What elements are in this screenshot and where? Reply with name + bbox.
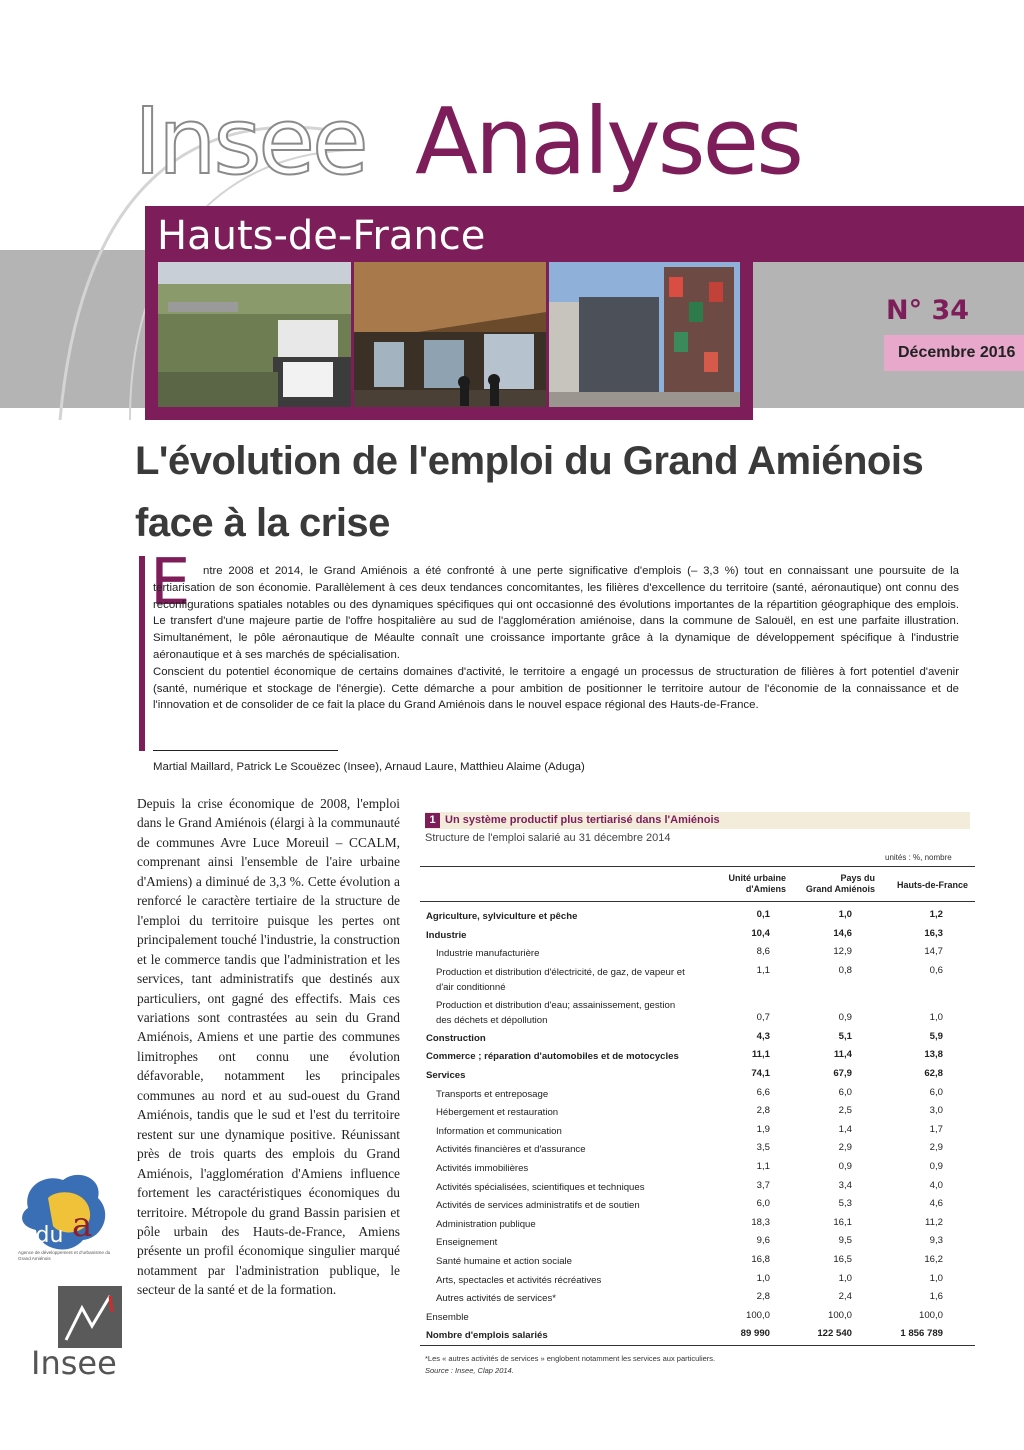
table-source: Source : Insee, Clap 2014. bbox=[425, 1366, 514, 1375]
article-title bbox=[135, 430, 995, 554]
table-row: Administration publique 18,3 16,1 11,2 bbox=[436, 1216, 943, 1230]
table-row: Activités de services administratifs et de soutien 6,0 5,3 4,6 bbox=[436, 1198, 943, 1212]
table-header-rule bbox=[420, 901, 975, 902]
issue-number: N° 34 bbox=[886, 295, 970, 326]
date-strip bbox=[884, 335, 1024, 371]
column-header-pays-grand-amienois: Pays du Grand Amiénois bbox=[805, 873, 875, 894]
table-row: Services 74,1 67,9 62,8 bbox=[426, 1067, 943, 1081]
table-row-employees: Nombre d'emplois salariés 89 990 122 540 1 856 789 bbox=[426, 1328, 943, 1342]
article-title-line-2: face à la crise bbox=[135, 501, 390, 545]
table-row: Autres activités de services* 2,8 2,4 1,6 bbox=[436, 1291, 943, 1305]
intro-underline bbox=[153, 750, 338, 751]
table-row: Production et distribution d'eau; assainissement, gestion des déchets et dépollution 0,7 0,9 1,0 bbox=[436, 999, 943, 1026]
issue-date: Décembre 2016 bbox=[898, 344, 1016, 361]
article-body: Depuis la crise économique de 2008, l'emploi dans le Grand Amiénois (élargi à la communauté de communes Avre Luce Moreuil – CCALM, comprenant ainsi l'ensemble de l'aire urbaine d'Amiens) a diminué de 3,3 %. Cette évolution a renforcé le caractère tertiaire de la structure de l'emploi du territoire puisque les pertes ont principalement touché l'industrie, la construction et le commerce tandis que l'administration et les services, tant administratifs que destinés aux particuliers, ont gagné des effectifs. Mais ces variations sont contrastées au sein du Grand Amiénois, Amiens et une partie des communes limitrophes ont connu une évolution défavorable, notamment les principales communes au nord et au sud-ouest du Grand Amiénois, tandis que le sud et l'est du territoire restent sur une dynamique positive. Réunissant près de trois quarts des emplois du Grand Amiénois, l'agglomération d'Amiens influence fortement les caractéristiques économiques du territoire. Métropole du grand Bassin parisien et pôle urbain des Hauts-de-France, Amiens présente un profil économique singulier marqué notamment par l'administration publique, le secteur de la santé et de la formation. bbox=[137, 796, 400, 1298]
region-name: Hauts-de-France bbox=[157, 213, 486, 259]
article-authors: Martial Maillard, Patrick Le Scouëzec (Insee), Arnaud Laure, Matthieu Alaime (Aduga) bbox=[153, 761, 585, 773]
table-row: Agriculture, sylviculture et pêche 0,1 1,0 1,2 bbox=[426, 909, 943, 922]
table-bottom-rule bbox=[420, 1345, 975, 1346]
table-number: 1 bbox=[425, 813, 440, 828]
table-row: Activités immobilières 1,1 0,9 0,9 bbox=[436, 1160, 943, 1174]
table-row: Enseignement 9,6 9,5 9,3 bbox=[436, 1235, 943, 1249]
intro-accent-rule bbox=[139, 556, 145, 751]
table-row: Activités financières et d'assurance 3,5 2,9 2,9 bbox=[436, 1142, 943, 1156]
table-row: Santé humaine et action sociale 16,8 16,5 16,2 bbox=[436, 1253, 943, 1267]
table-body bbox=[420, 907, 975, 1345]
table-title: Un système productif plus tertiarisé dans l'Amiénois bbox=[445, 814, 720, 826]
aduga-caption: Agence de développement et d'urbanisme du Grand Amiénois bbox=[18, 1250, 111, 1261]
column-header-uu-amiens: Unité urbaine d'Amiens bbox=[728, 873, 786, 894]
table-subtitle: Structure de l'emploi salarié au 31 décembre 2014 bbox=[425, 832, 671, 844]
table-row: Activités spécialisées, scientifiques et techniques 3,7 3,4 4,0 bbox=[436, 1179, 943, 1193]
table-units: unités : %, nombre bbox=[885, 853, 952, 862]
table-row: Industrie manufacturière 8,6 12,9 14,7 bbox=[436, 946, 943, 960]
table-row: Arts, spectacles et activités récréatives 1,0 1,0 1,0 bbox=[436, 1272, 943, 1286]
intro-paragraph-1: ntre 2008 et 2014, le Grand Amiénois a été confronté à une perte significative d'emplois (– 3,3 %) tout en connaissant une poursuite de la tertiarisation de son économie. Parallèlement à ces deux tendances concomitantes, les filières d'excellence du territoire (santé, aéronautique) ont connu des reconfigurations spatiales notables ou des dynamiques spécifiques qui ont occasionné des évolutions importantes de la répartition géographique des emplois. Le transfert d'une majeure partie de l'offre hospitalière au sud de l'agglomération amiénoise, dans la commune de Salouël, en est une parfaite illustration. Simultanément, le pôle aéronautique de Méaulte connaît une croissance importante grâce à la dynamique de développement spécifique à l'industrie aéronautique et à ses marchés de spécialisation. bbox=[153, 565, 959, 661]
table-row: Production et distribution d'électricité, de gaz, de vapeur et d'air conditionné 1,1 0,8 0,6 bbox=[436, 964, 943, 993]
table-row: Construction 4,3 5,1 5,9 bbox=[426, 1030, 943, 1044]
table-top-rule bbox=[420, 866, 975, 867]
column-header-hauts-de-france: Hauts-de-France bbox=[896, 880, 968, 890]
brand-analyses: Analyses bbox=[415, 88, 802, 195]
table-row-total: Ensemble 100,0 100,0 100,0 bbox=[426, 1309, 943, 1323]
brand-insee: Insee bbox=[134, 88, 366, 195]
table-footnote: *Les « autres activités de services » englobent notamment les services aux particuliers. bbox=[425, 1354, 716, 1363]
table-row: Hébergement et restauration 2,8 2,5 3,0 bbox=[436, 1105, 943, 1119]
intro-dropcap: E bbox=[150, 546, 191, 620]
table-row: Information et communication 1,9 1,4 1,7 bbox=[436, 1123, 943, 1137]
table-row: Commerce ; réparation d'automobiles et de motocycles 11,1 11,4 13,8 bbox=[426, 1049, 943, 1063]
photo-industrial-building bbox=[158, 262, 351, 407]
article-title-line-1: L'évolution de l'emploi du Grand Amiénois bbox=[135, 439, 924, 483]
insee-logo-text: Insee bbox=[31, 1344, 117, 1382]
svg-text:a: a bbox=[72, 1205, 93, 1245]
photo-strip bbox=[145, 262, 753, 420]
intro-text bbox=[153, 563, 959, 714]
photo-hall-interior bbox=[354, 262, 546, 407]
intro-paragraph-2: Conscient du potentiel économique de certains domaines d'activité, le territoire a engagé un processus de structuration de filières à fort potentiel d'avenir (santé, numérique et stockage de l'énergie). Cette démarche a pour ambition de positionner le territoire autour de l'économie de la connaissance et de l'innovation et de consolider de ce fait la place du Grand Amiénois dans le nouvel espace régional des Hauts-de-France. bbox=[153, 665, 959, 712]
aduga-logo-text: adu bbox=[22, 1223, 64, 1248]
insee-logo-icon bbox=[58, 1286, 122, 1348]
table-row: Industrie 10,4 14,6 16,3 bbox=[426, 927, 943, 941]
photo-modern-building bbox=[549, 262, 740, 407]
region-bar bbox=[145, 206, 1024, 262]
table-row: Transports et entreposage 6,6 6,0 6,0 bbox=[436, 1086, 943, 1100]
